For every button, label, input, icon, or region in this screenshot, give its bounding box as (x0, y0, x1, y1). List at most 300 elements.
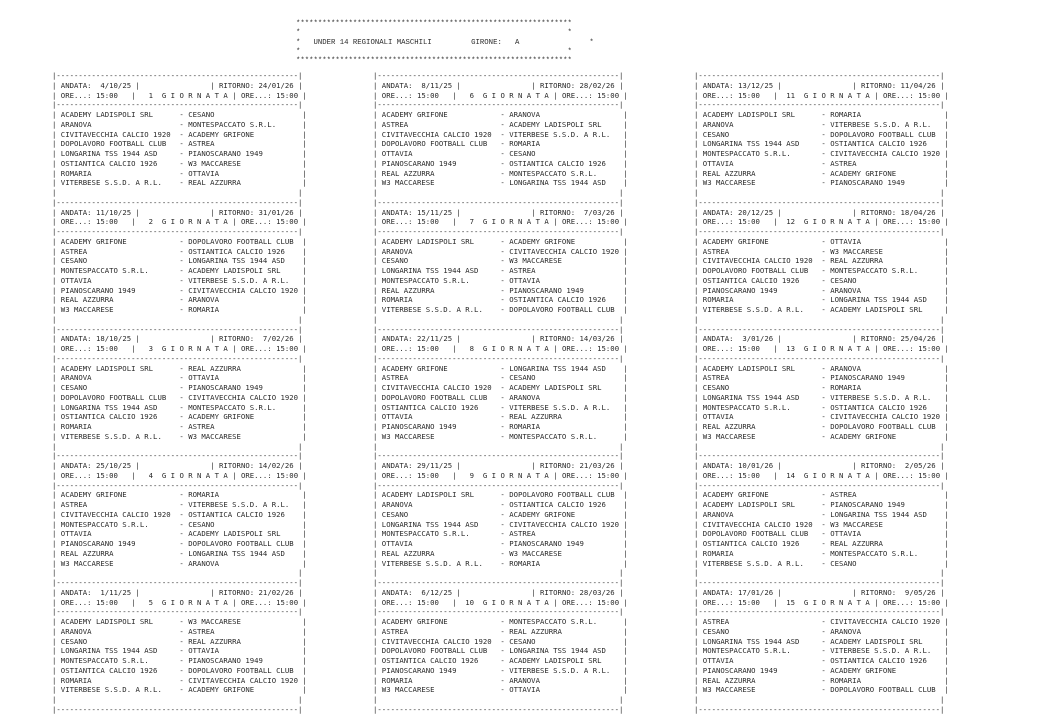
round-block (373, 71, 679, 198)
away-team: OTTAVIA (830, 529, 945, 539)
ritorno-date: 21/03/26 (575, 461, 615, 470)
round-border: |-------------------------------------------------------| (373, 607, 624, 617)
document-title: UNDER 14 REGIONALI MASCHILI (313, 38, 432, 47)
home-team: ASTREA (60, 246, 176, 256)
giornata-number: 6 (465, 90, 475, 100)
away-team: OTTAVIA (509, 275, 624, 285)
away-team: LONGARINA TSS 1944 ASD (509, 363, 624, 373)
andata-date: 11/10/25 (91, 207, 132, 217)
round-block (694, 451, 1000, 578)
match-row: | DOPOLAVORO FOOTBALL CLUB - LONGARINA TSS 1944 ASD | (373, 646, 628, 656)
round-header-giornata: | ORE...: 15:00 | 3 G I O R N A T A | ORE...: 15:00 | (52, 344, 307, 353)
round-header-dates: | ANDATA: 3/01/26 | | RITORNO: 25/04/26 | (694, 334, 945, 344)
round-spacer: | | (694, 441, 945, 451)
match-row: | REAL AZZURRA - ARANOVA | (52, 295, 307, 305)
home-team: MONTESPACCATO S.R.L. (381, 529, 497, 539)
home-team: LONGARINA TSS 1944 ASD (60, 402, 176, 412)
round-header-giornata: | ORE...: 15:00 | 12 G I O R N A T A | ORE...: 15:00 | (694, 217, 949, 227)
round-spacer: | | (52, 695, 303, 704)
away-team: ROMARIA (509, 558, 624, 568)
ritorno-time: 15:00 (913, 344, 941, 353)
away-team: OTTAVIA (509, 685, 624, 695)
ritorno-date: 7/02/26 (254, 334, 294, 344)
home-team: W3 MACCARESE (381, 431, 497, 441)
andata-time-label: ORE...: (702, 470, 734, 480)
away-team: ARANOVA (509, 110, 624, 119)
home-team: LONGARINA TSS 1944 ASD (381, 266, 497, 275)
away-team: CIVITAVECCHIA CALCIO 1920 (188, 392, 303, 402)
home-team: ACADEMY GRIFONE (60, 490, 176, 500)
home-team: ACADEMY GRIFONE (381, 110, 497, 119)
giornata-number: 1 (144, 90, 154, 100)
away-team: ASTREA (509, 529, 624, 539)
giornata-number: 3 (144, 344, 154, 353)
home-team: CESANO (60, 256, 176, 266)
ritorno-time: 15:00 (271, 217, 299, 227)
match-row: | DOPOLAVORO FOOTBALL CLUB - OTTAVIA | (694, 529, 949, 539)
match-row: | ARANOVA - CIVITAVECCHIA CALCIO 1920 | (373, 246, 628, 256)
home-team: VITERBESE S.S.D. A R.L. (381, 305, 497, 314)
home-team: CESANO (702, 626, 818, 636)
giornata-number: 4 (144, 470, 154, 480)
away-team: ACADEMY LADISPOLI SRL (188, 529, 303, 539)
away-team: PIANOSCARANO 1949 (509, 539, 624, 548)
home-team: OTTAVIA (381, 149, 497, 158)
ritorno-date: 7/03/26 (575, 207, 615, 217)
match-row: | PIANOSCARANO 1949 - OSTIANTICA CALCIO 1926 | (373, 158, 628, 168)
ritorno-label: RITORNO: (860, 334, 897, 344)
home-team: PIANOSCARANO 1949 (60, 285, 176, 295)
round-header-dates: | ANDATA: 1/11/25 | | RITORNO: 21/02/26 | (52, 587, 303, 597)
home-team: REAL AZZURRA (60, 548, 176, 558)
away-team: ARANOVA (830, 363, 945, 373)
home-team: ROMARIA (702, 295, 818, 305)
match-row: | ROMARIA - ARANOVA | (373, 675, 628, 685)
andata-label: ANDATA: (381, 461, 413, 470)
away-team: OSTIANTICA CALCIO 1926 (509, 500, 624, 509)
away-team: DOPOLAVORO FOOTBALL CLUB (509, 490, 624, 500)
away-team: OSTIANTICA CALCIO 1926 (830, 139, 945, 149)
away-team: ROMARIA (830, 675, 945, 685)
ritorno-label: RITORNO: (218, 80, 255, 90)
match-row: | PIANOSCARANO 1949 - ARANOVA | (694, 285, 949, 295)
andata-date: 18/10/25 (91, 334, 132, 344)
away-team: PIANOSCARANO 1949 (188, 656, 303, 665)
away-team: LONGARINA TSS 1944 ASD (830, 295, 945, 305)
match-row: | VITERBESE S.S.D. A R.L. - DOPOLAVORO FOOTBALL CLUB | (373, 305, 628, 314)
andata-time: 15:00 (733, 217, 760, 227)
match-row: | MONTESPACCATO S.R.L. - OSTIANTICA CALCIO 1926 | (694, 402, 949, 412)
match-row: | DOPOLAVORO FOOTBALL CLUB - MONTESPACCATO S.R.L. | (694, 266, 949, 275)
match-row: | LONGARINA TSS 1944 ASD - OTTAVIA | (52, 646, 307, 656)
ritorno-time: 15:00 (592, 344, 620, 353)
home-team: ASTREA (381, 119, 497, 129)
away-team: CIVITAVECCHIA CALCIO 1920 (509, 519, 624, 529)
match-row: | REAL AZZURRA - W3 MACCARESE | (373, 548, 628, 558)
away-team: ARANOVA (188, 295, 303, 305)
match-row: | ARANOVA - ASTREA | (52, 626, 307, 636)
giornata-number: 5 (144, 597, 154, 607)
match-row: | W3 MACCARESE - ARANOVA | (52, 558, 307, 568)
away-team: CIVITAVECCHIA CALCIO 1920 (830, 412, 945, 422)
giornata-label: G I O R N A T A (482, 217, 549, 227)
ritorno-label: RITORNO: (218, 334, 255, 344)
home-team: OTTAVIA (381, 412, 497, 422)
match-row: | OTTAVIA - OSTIANTICA CALCIO 1926 | (694, 656, 949, 665)
round-spacer: | | (52, 441, 303, 451)
andata-time: 15:00 (412, 90, 439, 100)
giornata-label: G I O R N A T A (161, 217, 228, 227)
girone-value: A (514, 38, 520, 47)
home-team: PIANOSCARANO 1949 (381, 158, 497, 168)
andata-label: ANDATA: (381, 207, 413, 217)
andata-date: 15/11/25 (412, 207, 453, 217)
andata-label: ANDATA: (60, 587, 92, 597)
schedule-column-3 (694, 71, 1000, 715)
ritorno-date: 11/04/26 (896, 80, 936, 90)
home-team: CIVITAVECCHIA CALCIO 1920 (381, 129, 497, 139)
away-team: ARANOVA (509, 675, 624, 685)
home-team: MONTESPACCATO S.R.L. (381, 275, 497, 285)
away-team: CESANO (830, 275, 945, 285)
match-row: | REAL AZZURRA - ACADEMY GRIFONE | (694, 168, 949, 178)
andata-date: 1/11/25 (91, 587, 132, 597)
andata-date: 20/12/25 (733, 207, 774, 217)
ritorno-time-label: ORE...: (561, 217, 593, 227)
away-team: MONTESPACCATO S.R.L. (509, 431, 624, 441)
andata-time-label: ORE...: (60, 344, 92, 353)
match-row: | ACADEMY LADISPOLI SRL - DOPOLAVORO FOOTBALL CLUB | (373, 490, 628, 500)
away-team: W3 MACCARESE (188, 158, 303, 168)
away-team: ASTREA (509, 266, 624, 275)
match-row: | LONGARINA TSS 1944 ASD - ASTREA | (373, 266, 628, 275)
round-border: |-------------------------------------------------------| (373, 100, 624, 110)
away-team: ROMARIA (830, 383, 945, 392)
round-spacer: | | (52, 188, 303, 197)
home-team: ROMARIA (381, 675, 497, 685)
round-block (52, 198, 358, 325)
match-row: | CIVITAVECCHIA CALCIO 1920 - ACADEMY LADISPOLI SRL | (373, 383, 628, 392)
andata-time-label: ORE...: (702, 597, 734, 607)
round-border: |-------------------------------------------------------| (52, 227, 303, 236)
home-team: ARANOVA (702, 509, 818, 519)
match-row: | ASTREA - REAL AZZURRA | (373, 626, 628, 636)
round-block (373, 451, 679, 578)
andata-label: ANDATA: (60, 461, 92, 470)
round-spacer: | | (373, 314, 624, 324)
home-team: ACADEMY LADISPOLI SRL (702, 363, 818, 373)
away-team: ACADEMY GRIFONE (509, 236, 624, 246)
giornata-number: 12 (786, 217, 796, 227)
andata-time-label: ORE...: (702, 90, 734, 100)
home-team: DOPOLAVORO FOOTBALL CLUB (702, 266, 818, 275)
home-team: ARANOVA (381, 246, 497, 256)
home-team: CESANO (381, 509, 497, 519)
round-spacer: | | (694, 568, 945, 578)
away-team: CIVITAVECCHIA CALCIO 1920 (830, 149, 945, 158)
andata-time-label: ORE...: (381, 597, 413, 607)
home-team: ROMARIA (381, 295, 497, 305)
match-row: | OTTAVIA - PIANOSCARANO 1949 | (373, 539, 628, 548)
home-team: ASTREA (381, 373, 497, 383)
ritorno-date: 28/02/26 (575, 80, 615, 90)
away-team: ACADEMY GRIFONE (188, 685, 303, 695)
away-team: CESANO (509, 636, 624, 646)
schedule-end-border: |-------------------------------------------------------| (373, 704, 624, 714)
match-row: | OSTIANTICA CALCIO 1926 - ACADEMY LADISPOLI SRL | (373, 656, 628, 665)
andata-time: 15:00 (91, 217, 118, 227)
away-team: ARANOVA (830, 285, 945, 295)
home-team: LONGARINA TSS 1944 ASD (702, 636, 818, 646)
away-team: DOPOLAVORO FOOTBALL CLUB (830, 422, 945, 431)
schedule-end-border: |-------------------------------------------------------| (694, 704, 945, 714)
match-row: | LONGARINA TSS 1944 ASD - PIANOSCARANO 1949 | (52, 149, 307, 158)
away-team: ACADEMY GRIFONE (830, 665, 945, 675)
away-team: REAL AZZURRA (509, 626, 624, 636)
round-block (373, 325, 679, 452)
match-row: | ROMARIA - MONTESPACCATO S.R.L. | (694, 548, 949, 558)
away-team: PIANOSCARANO 1949 (830, 373, 945, 383)
andata-date: 6/12/25 (412, 587, 453, 597)
home-team: VITERBESE S.S.D. A R.L. (702, 305, 818, 314)
away-team: VITERBESE S.S.D. A R.L. (509, 665, 624, 675)
match-row: | ACADEMY GRIFONE - LONGARINA TSS 1944 ASD | (373, 363, 628, 373)
match-row: | CIVITAVECCHIA CALCIO 1920 - ACADEMY GRIFONE | (52, 129, 307, 139)
home-team: DOPOLAVORO FOOTBALL CLUB (60, 392, 176, 402)
match-row: | OSTIANTICA CALCIO 1926 - W3 MACCARESE | (52, 158, 307, 168)
away-team: CIVITAVECCHIA CALCIO 1920 (188, 285, 303, 295)
home-team: OTTAVIA (702, 656, 818, 665)
away-team: OTTAVIA (188, 646, 303, 656)
andata-time-label: ORE...: (702, 344, 734, 353)
home-team: REAL AZZURRA (702, 675, 818, 685)
away-team: ACADEMY GRIFONE (188, 129, 303, 139)
match-row: | OSTIANTICA CALCIO 1926 - VITERBESE S.S.D. A R.L. | (373, 402, 628, 412)
match-row: | MONTESPACCATO S.R.L. - ACADEMY LADISPOLI SRL | (52, 266, 307, 275)
round-border: |-------------------------------------------------------| (52, 480, 303, 490)
away-team: ROMARIA (509, 139, 624, 149)
ritorno-time: 15:00 (592, 470, 620, 480)
home-team: ACADEMY GRIFONE (381, 617, 497, 626)
ritorno-time: 15:00 (913, 470, 941, 480)
giornata-number: 14 (786, 470, 796, 480)
away-team: ACADEMY LADISPOLI SRL (830, 636, 945, 646)
away-team: DOPOLAVORO FOOTBALL CLUB (830, 685, 945, 695)
andata-date: 3/01/26 (733, 334, 774, 344)
home-team: ASTREA (60, 500, 176, 509)
home-team: W3 MACCARESE (702, 178, 818, 188)
round-header-giornata: | ORE...: 15:00 | 14 G I O R N A T A | ORE...: 15:00 | (694, 470, 949, 480)
home-team: OSTIANTICA CALCIO 1926 (60, 412, 176, 422)
away-team: LONGARINA TSS 1944 ASD (830, 509, 945, 519)
home-team: W3 MACCARESE (381, 178, 497, 188)
ritorno-time-label: ORE...: (882, 344, 914, 353)
match-row: | CESANO - LONGARINA TSS 1944 ASD | (52, 256, 307, 266)
round-header-dates: | ANDATA: 18/10/25 | | RITORNO: 7/02/26 | (52, 334, 303, 344)
ritorno-date: 18/04/26 (896, 207, 936, 217)
round-block (373, 198, 679, 325)
girone-label: GIRONE: (471, 38, 502, 47)
home-team: MONTESPACCATO S.R.L. (60, 656, 176, 665)
round-header-dates: | ANDATA: 15/11/25 | | RITORNO: 7/03/26 | (373, 207, 624, 217)
away-team: REAL AZZURRA (188, 178, 303, 188)
round-border: |-------------------------------------------------------| (373, 451, 624, 461)
home-team: CESANO (702, 129, 818, 139)
andata-date: 17/01/26 (733, 587, 774, 597)
match-row: | VITERBESE S.S.D. A R.L. - W3 MACCARESE | (52, 431, 307, 441)
away-team: CESANO (188, 110, 303, 119)
home-team: ACADEMY LADISPOLI SRL (381, 490, 497, 500)
round-spacer: | | (373, 441, 624, 451)
match-row: | W3 MACCARESE - ROMARIA | (52, 305, 307, 314)
match-row: | CESANO - ACADEMY GRIFONE | (373, 509, 628, 519)
round-border: |-------------------------------------------------------| (694, 607, 945, 617)
away-team: CESANO (509, 373, 624, 383)
away-team: ARANOVA (509, 392, 624, 402)
andata-label: ANDATA: (60, 207, 92, 217)
match-row: | MONTESPACCATO S.R.L. - OTTAVIA | (373, 275, 628, 285)
away-team: PIANOSCARANO 1949 (188, 149, 303, 158)
andata-time: 15:00 (733, 597, 760, 607)
match-row: | LONGARINA TSS 1944 ASD - ACADEMY LADISPOLI SRL | (694, 636, 949, 646)
round-block (694, 578, 1000, 705)
home-team: ACADEMY GRIFONE (702, 490, 818, 500)
away-team: W3 MACCARESE (830, 519, 945, 529)
andata-time-label: ORE...: (60, 470, 92, 480)
ritorno-date: 24/01/26 (254, 80, 294, 90)
home-team: PIANOSCARANO 1949 (381, 665, 497, 675)
giornata-label: G I O R N A T A (803, 344, 870, 353)
ritorno-date: 31/01/26 (254, 207, 294, 217)
match-row: | ACADEMY GRIFONE - MONTESPACCATO S.R.L. | (373, 617, 628, 626)
andata-time: 15:00 (412, 344, 439, 353)
ritorno-label: RITORNO: (860, 207, 897, 217)
away-team: ACADEMY LADISPOLI SRL (509, 119, 624, 129)
away-team: ASTREA (188, 626, 303, 636)
match-row: | LONGARINA TSS 1944 ASD - OSTIANTICA CALCIO 1926 | (694, 139, 949, 149)
home-team: PIANOSCARANO 1949 (702, 285, 818, 295)
home-team: LONGARINA TSS 1944 ASD (702, 392, 818, 402)
round-header-dates: | ANDATA: 6/12/25 | | RITORNO: 28/03/26 | (373, 587, 624, 597)
round-border: |-------------------------------------------------------| (373, 324, 624, 334)
away-team: REAL AZZURRA (830, 539, 945, 548)
away-team: LONGARINA TSS 1944 ASD (188, 548, 303, 558)
home-team: ARANOVA (381, 500, 497, 509)
match-row: | REAL AZZURRA - LONGARINA TSS 1944 ASD | (52, 548, 307, 558)
round-border: |-------------------------------------------------------| (52, 197, 303, 207)
away-team: OSTIANTICA CALCIO 1926 (188, 509, 303, 519)
round-header-dates: | ANDATA: 11/10/25 | | RITORNO: 31/01/26 | (52, 207, 303, 217)
giornata-label: G I O R N A T A (161, 90, 228, 100)
home-team: DOPOLAVORO FOOTBALL CLUB (60, 139, 176, 149)
match-row: | ARANOVA - MONTESPACCATO S.R.L. | (52, 119, 307, 129)
round-spacer: | | (52, 568, 303, 578)
home-team: W3 MACCARESE (702, 431, 818, 441)
match-row: | CESANO - W3 MACCARESE | (373, 256, 628, 266)
match-row: | ASTREA - CESANO | (373, 373, 628, 383)
home-team: MONTESPACCATO S.R.L. (60, 519, 176, 529)
home-team: OSTIANTICA CALCIO 1926 (702, 539, 818, 548)
ritorno-time: 15:00 (913, 217, 941, 227)
away-team: DOPOLAVORO FOOTBALL CLUB (509, 305, 624, 314)
away-team: OTTAVIA (188, 168, 303, 178)
home-team: CESANO (60, 636, 176, 646)
match-row: | VITERBESE S.S.D. A R.L. - ACADEMY LADISPOLI SRL | (694, 305, 949, 314)
away-team: ROMARIA (509, 422, 624, 431)
away-team: DOPOLAVORO FOOTBALL CLUB (188, 665, 303, 675)
giornata-label: G I O R N A T A (803, 90, 870, 100)
away-team: ACADEMY LADISPOLI SRL (509, 656, 624, 665)
home-team: ACADEMY GRIFONE (60, 236, 176, 246)
match-row: | ASTREA - VITERBESE S.S.D. A R.L. | (52, 500, 307, 509)
andata-time: 15:00 (733, 90, 760, 100)
round-header-giornata: | ORE...: 15:00 | 1 G I O R N A T A | ORE...: 15:00 | (52, 90, 307, 100)
away-team: REAL AZZURRA (188, 636, 303, 646)
ritorno-date: 14/02/26 (254, 461, 294, 470)
ritorno-time: 15:00 (592, 217, 620, 227)
home-team: ARANOVA (60, 626, 176, 636)
round-header-dates: | ANDATA: 29/11/25 | | RITORNO: 21/03/26 | (373, 461, 624, 470)
ritorno-time-label: ORE...: (240, 344, 272, 353)
andata-date: 29/11/25 (412, 461, 453, 470)
round-border: |-------------------------------------------------------| (373, 71, 624, 80)
home-team: ACADEMY GRIFONE (381, 363, 497, 373)
round-header-giornata: | ORE...: 15:00 | 4 G I O R N A T A | ORE...: 15:00 | (52, 470, 307, 480)
andata-date: 13/12/25 (733, 80, 774, 90)
match-row: | OSTIANTICA CALCIO 1926 - DOPOLAVORO FOOTBALL CLUB | (52, 665, 307, 675)
giornata-label: G I O R N A T A (803, 597, 870, 607)
home-team: OSTIANTICA CALCIO 1926 (381, 402, 497, 412)
home-team: CIVITAVECCHIA CALCIO 1920 (60, 129, 176, 139)
away-team: VITERBESE S.S.D. A R.L. (188, 275, 303, 285)
match-row: | ACADEMY GRIFONE - ARANOVA | (373, 110, 628, 119)
andata-date: 25/10/25 (91, 461, 132, 470)
home-team: REAL AZZURRA (702, 168, 818, 178)
title-banner: *************************************************************** * * * UNDER 14 REGIONALI MASCHILI GIRONE: A * * * *************************************************************** (296, 20, 594, 66)
home-team: LONGARINA TSS 1944 ASD (60, 149, 176, 158)
ritorno-time-label: ORE...: (561, 470, 593, 480)
away-team: ARANOVA (830, 626, 945, 636)
away-team: W3 MACCARESE (188, 617, 303, 626)
round-header-giornata: | ORE...: 15:00 | 13 G I O R N A T A | ORE...: 15:00 | (694, 344, 949, 353)
match-row: | VITERBESE S.S.D. A R.L. - ACADEMY GRIFONE | (52, 685, 307, 695)
away-team: OSTIANTICA CALCIO 1926 (830, 402, 945, 412)
ritorno-time-label: ORE...: (240, 217, 272, 227)
home-team: REAL AZZURRA (381, 548, 497, 558)
away-team: DOPOLAVORO FOOTBALL CLUB (188, 539, 303, 548)
match-row: | MONTESPACCATO S.R.L. - PIANOSCARANO 1949 | (52, 656, 307, 665)
round-border: |-------------------------------------------------------| (694, 227, 945, 236)
match-row: | VITERBESE S.S.D. A R.L. - REAL AZZURRA | (52, 178, 307, 188)
away-team: REAL AZZURRA (509, 412, 624, 422)
round-border: |-------------------------------------------------------| (373, 480, 624, 490)
andata-time-label: ORE...: (60, 90, 92, 100)
away-team: CESANO (188, 519, 303, 529)
match-row: | PIANOSCARANO 1949 - DOPOLAVORO FOOTBALL CLUB | (52, 539, 307, 548)
match-row: | W3 MACCARESE - ACADEMY GRIFONE | (694, 431, 949, 441)
match-row: | CIVITAVECCHIA CALCIO 1920 - OSTIANTICA CALCIO 1926 | (52, 509, 307, 519)
away-team: CIVITAVECCHIA CALCIO 1920 (188, 675, 303, 685)
match-row: | ASTREA - PIANOSCARANO 1949 | (694, 373, 949, 383)
ritorno-label: RITORNO: (539, 461, 576, 470)
home-team: W3 MACCARESE (60, 558, 176, 568)
match-row: | ARANOVA - OTTAVIA | (52, 373, 307, 383)
home-team: MONTESPACCATO S.R.L. (702, 149, 818, 158)
andata-label: ANDATA: (381, 80, 413, 90)
ritorno-label: RITORNO: (860, 80, 897, 90)
home-team: LONGARINA TSS 1944 ASD (381, 519, 497, 529)
away-team: ACADEMY LADISPOLI SRL (509, 383, 624, 392)
